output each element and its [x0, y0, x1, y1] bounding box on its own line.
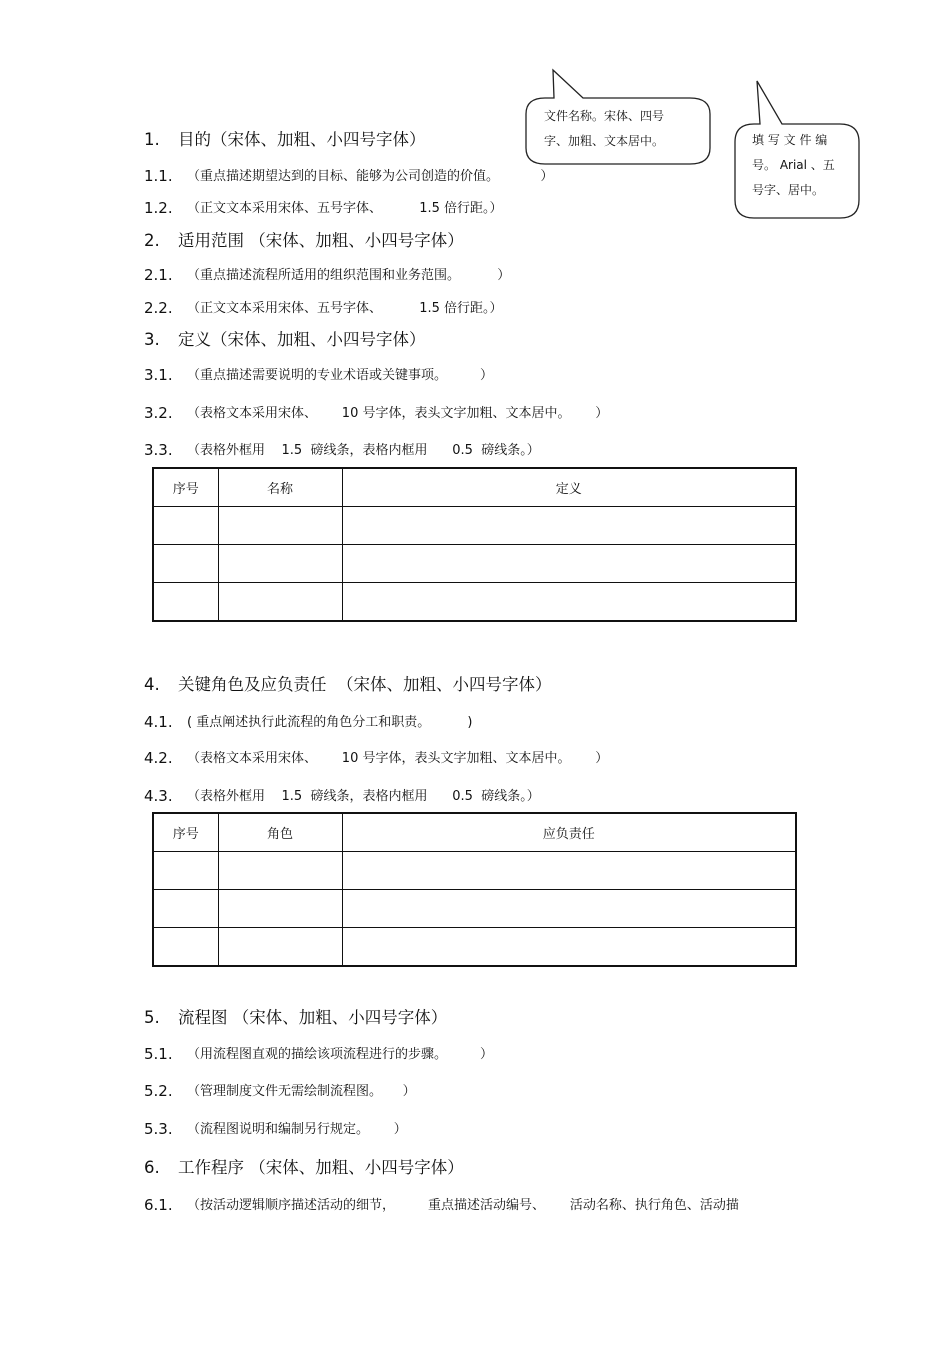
table-row — [153, 583, 796, 622]
table-cell[interactable] — [342, 890, 796, 928]
section-title: 工作程序 （宋体、加粗、小四号字体） — [178, 1158, 464, 1177]
table-cell[interactable] — [342, 852, 796, 890]
list-item — [144, 402, 608, 422]
table-cell[interactable] — [218, 852, 342, 890]
table-cell[interactable] — [153, 583, 218, 622]
callout-number-text — [752, 128, 835, 203]
section-number: 4. — [144, 675, 160, 694]
item-number: 2.1. — [144, 266, 173, 284]
table-cell[interactable] — [218, 890, 342, 928]
item-number: 6.1. — [144, 1196, 173, 1214]
table-cell[interactable] — [153, 928, 218, 967]
item-text: （重点描述流程所适用的组织范围和业务范围。 ） — [187, 268, 511, 283]
item-number: 5.1. — [144, 1045, 173, 1063]
table-cell[interactable] — [342, 928, 796, 967]
list-item — [144, 1043, 493, 1063]
table-cell[interactable] — [218, 545, 342, 583]
table-header-cell: 序号 — [153, 468, 218, 507]
table-cell[interactable] — [342, 507, 796, 545]
table-cell[interactable] — [153, 545, 218, 583]
item-number: 4.1. — [144, 713, 173, 731]
definitions-table — [152, 467, 797, 622]
item-number: 5.3. — [144, 1120, 173, 1138]
roles-table — [152, 812, 797, 967]
item-number: 3.1. — [144, 366, 173, 384]
list-item — [144, 439, 540, 459]
section-title: 流程图 （宋体、加粗、小四号字体） — [178, 1008, 448, 1027]
section-number: 2. — [144, 231, 160, 250]
table-header-cell: 名称 — [218, 468, 342, 507]
item-text: （表格文本采用宋体、 10 号字体，表头文字加粗、文本居中。 ） — [187, 406, 609, 421]
table-cell[interactable] — [153, 890, 218, 928]
item-text: ( 重点阐述执行此流程的角色分工和职责。 ) — [187, 715, 473, 730]
table-header-cell: 角色 — [218, 813, 342, 852]
callout-line: 字、加粗、文本居中。 — [544, 134, 665, 148]
section-number: 6. — [144, 1158, 160, 1177]
item-text: （重点描述需要说明的专业术语或关键事项。 ） — [187, 368, 494, 383]
section-heading — [144, 671, 552, 695]
callout-line: 号字、居中。 — [752, 183, 825, 197]
list-item — [144, 197, 503, 217]
table-cell[interactable] — [153, 852, 218, 890]
section-title: 目的（宋体、加粗、小四号字体） — [178, 130, 426, 149]
table-cell[interactable] — [218, 583, 342, 622]
table-row — [153, 890, 796, 928]
item-text: （表格外框用 1.5 磅线条，表格内框用 0.5 磅线条。） — [187, 789, 540, 804]
item-text: （重点描述期望达到的目标、能够为公司创造的价值。 ） — [187, 169, 554, 184]
table-row — [153, 545, 796, 583]
section-title: 定义（宋体、加粗、小四号字体） — [178, 330, 426, 349]
list-item — [144, 785, 540, 805]
item-number: 3.3. — [144, 441, 173, 459]
table-row — [153, 852, 796, 890]
item-number: 3.2. — [144, 404, 173, 422]
table-header-cell: 定义 — [342, 468, 796, 507]
list-item — [144, 711, 472, 731]
item-number: 5.2. — [144, 1082, 173, 1100]
table-row — [153, 928, 796, 967]
callout-line: 号。 Arial 、五 — [752, 158, 835, 172]
table-cell[interactable] — [342, 545, 796, 583]
callout-line: 文件名称。宋体、四号 — [544, 109, 665, 123]
section-number: 1. — [144, 130, 160, 149]
table-cell[interactable] — [218, 928, 342, 967]
item-text: （管理制度文件无需绘制流程图。 ） — [187, 1084, 416, 1099]
section-number: 5. — [144, 1008, 160, 1027]
table-cell[interactable] — [153, 507, 218, 545]
table-header-row — [153, 468, 796, 507]
section-heading — [144, 227, 464, 251]
list-item — [144, 297, 503, 317]
table-cell[interactable] — [342, 583, 796, 622]
item-text: （表格外框用 1.5 磅线条，表格内框用 0.5 磅线条。） — [187, 443, 540, 458]
list-item — [144, 1118, 407, 1138]
item-text: （用流程图直观的描绘该项流程进行的步骤。 ） — [187, 1047, 494, 1062]
table-header-cell: 应负责任 — [342, 813, 796, 852]
section-heading — [144, 1154, 464, 1178]
list-item — [144, 165, 553, 185]
item-text: （表格文本采用宋体、 10 号字体，表头文字加粗、文本居中。 ） — [187, 751, 609, 766]
table-header-cell: 序号 — [153, 813, 218, 852]
section-heading — [144, 126, 426, 150]
list-item — [144, 1080, 416, 1100]
item-text: （流程图说明和编制另行规定。 ） — [187, 1122, 407, 1137]
item-number: 1.2. — [144, 199, 173, 217]
section-title: 关键角色及应负责任 （宋体、加粗、小四号字体） — [178, 675, 552, 694]
section-heading — [144, 1004, 447, 1028]
callout-title-text — [544, 104, 664, 154]
item-text: （按活动逻辑顺序描述活动的细节， 重点描述活动编号、 活动名称、执行角色、活动描 — [187, 1198, 739, 1213]
list-item — [144, 747, 608, 767]
item-text: （正文文本采用宋体、五号字体、 1.5 倍行距。） — [187, 301, 503, 316]
item-number: 2.2. — [144, 299, 173, 317]
item-number: 4.3. — [144, 787, 173, 805]
item-number: 4.2. — [144, 749, 173, 767]
item-text: （正文文本采用宋体、五号字体、 1.5 倍行距。） — [187, 201, 503, 216]
list-item — [144, 1194, 739, 1214]
section-title: 适用范围 （宋体、加粗、小四号字体） — [178, 231, 464, 250]
table-cell[interactable] — [218, 507, 342, 545]
callout-line: 填 写 文 件 编 — [752, 133, 828, 147]
table-row — [153, 507, 796, 545]
list-item — [144, 364, 493, 384]
table-header-row — [153, 813, 796, 852]
section-heading — [144, 326, 426, 350]
list-item — [144, 264, 510, 284]
item-number: 1.1. — [144, 167, 173, 185]
section-number: 3. — [144, 330, 160, 349]
